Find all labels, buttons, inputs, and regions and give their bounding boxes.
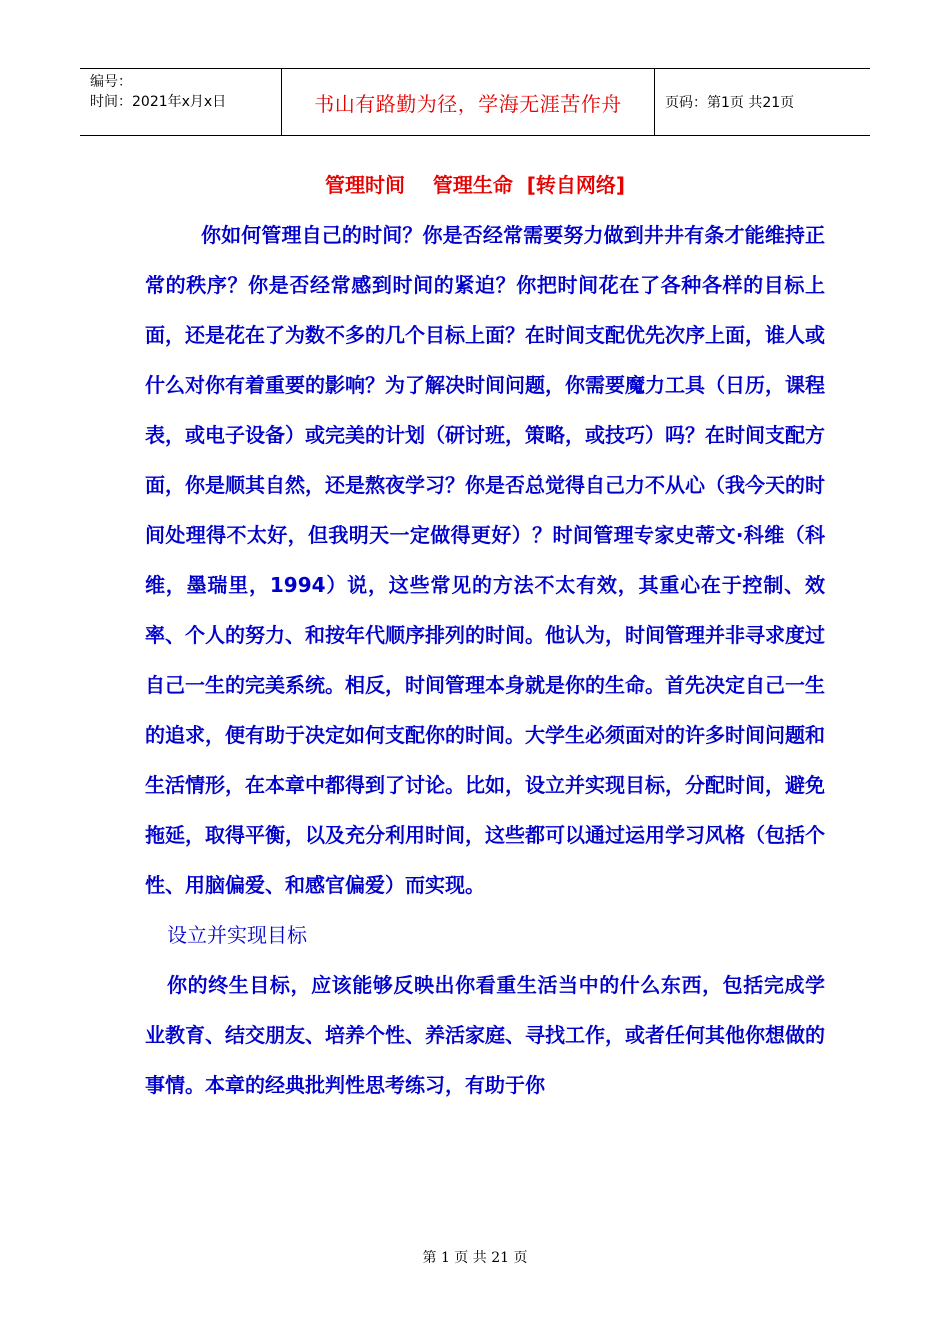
body-paragraph-intro: 你如何管理自己的时间？你是否经常需要努力做到井井有条才能维持正常的秩序？你是否经常感到时间的紧迫？你把时间花在了各种各样的目标上面，还是花在了为数不多的几个目标上面？在时间支配优先次序上面，谁人或什么对你有着重要的影响？为了解决时间问题，你需要魔力工具（日历，课程表，或电子设备）或完美的计划（研讨班，策略，或技巧）吗？在时间支配方面，你是顺其自然，还是熬夜学习？你是否总觉得自己力不从心（我今天的时间处理得不太好，但我明天一定做得更好）？时间管理专家史蒂文·科维（科维，墨瑞里，1994）说，这些常见的方法不太有效，其重心在于控制、效率、个人的努力、和按年代顺序排列的时间。他认为，时间管理并非寻求度过自己一生的完美系统。相反，时间管理本身就是你的生命。首先决定自己一生的追求，便有助于决定如何支配你的时间。大学生必须面对的许多时间问题和生活情形，在本章中都得到了讨论。比如，设立并实现目标，分配时间，避免拖延，取得平衡，以及充分利用时间，这些都可以通过运用学习风格（包括个性、用脑偏爱、和感官偏爱）而实现。: [145, 223, 825, 897]
date-label: 时间：2021年x月x日: [90, 94, 227, 110]
serial-number-label: 编号：: [90, 74, 132, 90]
section-heading: 设立并实现目标: [167, 923, 307, 947]
document-header: [80, 68, 870, 136]
header-meta-cell: [80, 69, 282, 135]
document-title: 管理时间 管理生命 [转自网络]: [324, 173, 626, 197]
body-paragraph-goals: 你的终生目标，应该能够反映出你看重生活当中的什么东西，包括完成学业教育、结交朋友、培养个性、养活家庭、寻找工作，或者任何其他你想做的事情。本章的经典批判性思考练习，有助于你: [145, 973, 825, 1097]
header-motto: 书山有路勤为径，学海无涯苦作舟: [282, 69, 655, 135]
document-body: [145, 210, 825, 1110]
header-page-info: 页码：第1页 共21页: [665, 95, 795, 111]
page-footer: 第 1 页 共 21 页: [422, 1250, 528, 1266]
